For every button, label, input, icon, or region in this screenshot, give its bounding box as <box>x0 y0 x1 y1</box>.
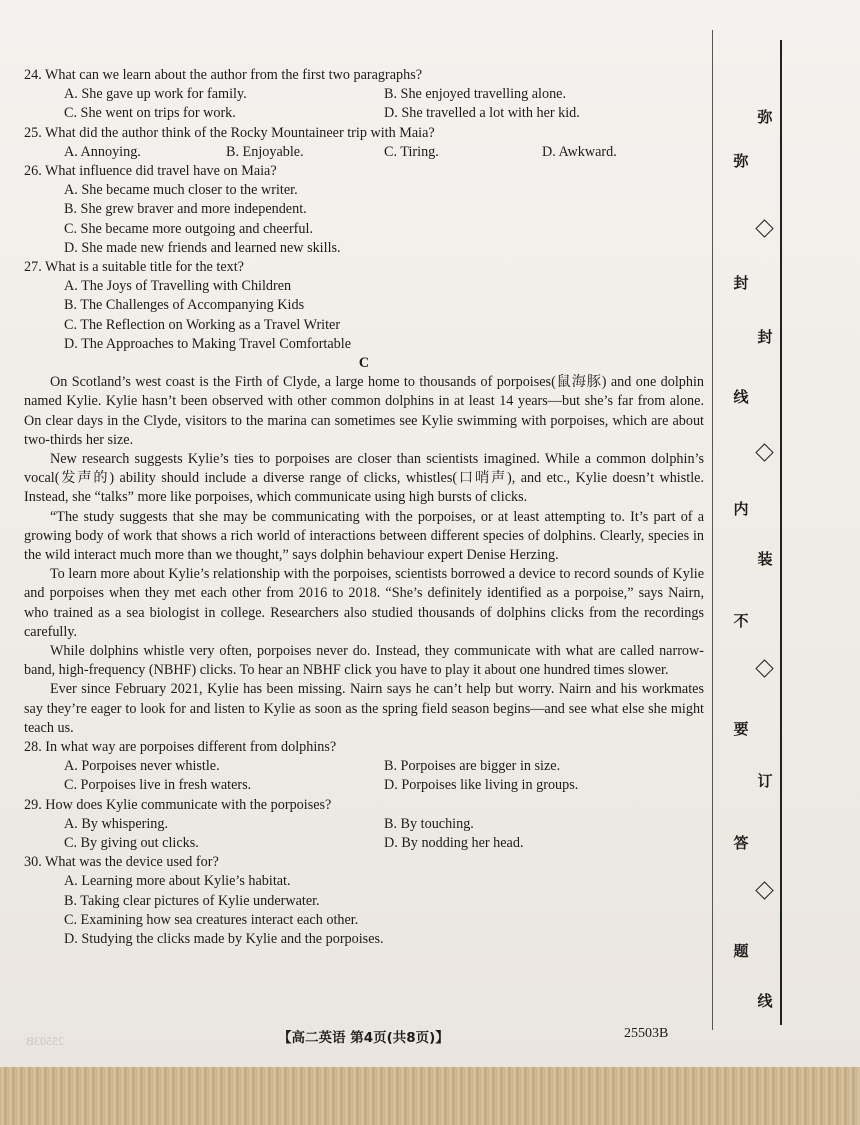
question-25-options <box>24 143 704 162</box>
passage-paragraph: To learn more about Kylie’s relationship with the porpoises, scientists borrowed a device to record sounds of Kylie and porpoises when they met each other from 2016 to 2018. “She’s definitely identified as a porpoise,” says Nairn, who trained as a sea biologist in college. Researchers also studied thousands of dolphins clicks from the recordings carefully. <box>24 566 704 640</box>
question-24-options-row2 <box>24 104 704 123</box>
page-label: 【高二英语 第4页(共8页)】 <box>278 1030 449 1046</box>
passage-paragraph: Ever since February 2021, Kylie has been missing. Nairn says he can’t help but worry. Nairn and his workmates say they’re eager to look for and listen to Kylie as soon as the spring field season begins—and see what else she might teach us. <box>24 681 704 736</box>
seal-char: 订 <box>757 772 773 790</box>
q25-option-a: A. Annoying. <box>64 143 141 160</box>
q27-option-d: D. The Approaches to Making Travel Comfortable <box>64 335 351 352</box>
q24-option-b: B. She enjoyed travelling alone. <box>384 86 567 103</box>
question-27-stem: 27. What is a suitable title for the text? <box>24 258 244 275</box>
q27-option-a: A. The Joys of Travelling with Children <box>64 278 292 295</box>
q29-option-a: A. By whispering. <box>64 815 169 832</box>
bleed-through-code: 25503B <box>26 1034 65 1048</box>
q28-option-d: D. Porpoises like living in groups. <box>384 777 579 794</box>
binding-seal-line <box>780 40 782 1025</box>
q30-option-a: A. Learning more about Kylie’s habitat. <box>64 873 291 890</box>
passage-paragraph: On Scotland’s west coast is the Firth of Clyde, a large home to thousands of porpoises(鼠海豚) and one dolphin named Kylie. Kylie hasn’t been observed with other common dolphins in at least 14 years—but she’s far from alone. On clear days in the Clyde, visitors to the marina can sometimes see Kylie swimming with porpoises, which are about two-thirds her size. <box>24 374 704 448</box>
q30-option-d: D. Studying the clicks made by Kylie and the porpoises. <box>64 931 384 948</box>
q26-option-c: C. She became more outgoing and cheerful. <box>64 220 313 237</box>
q29-option-d: D. By nodding her head. <box>384 835 524 852</box>
question-29-stem: 29. How does Kylie communicate with the porpoises? <box>24 796 332 813</box>
q25-option-d: D. Awkward. <box>542 143 617 160</box>
q27-option-b: B. The Challenges of Accompanying Kids <box>64 297 305 314</box>
q30-option-c: C. Examining how sea creatures interact each other. <box>64 911 359 928</box>
seal-char: 线 <box>757 992 773 1010</box>
section-c-heading: C <box>358 355 370 371</box>
seal-char: 装 <box>757 550 773 568</box>
question-29-options-row1 <box>24 815 704 834</box>
seal-char: 封 <box>757 328 773 346</box>
table-edge <box>0 1067 860 1125</box>
q26-option-b: B. She grew braver and more independent. <box>64 201 307 218</box>
question-25-stem: 25. What did the author think of the Rocky Mountaineer trip with Maia? <box>24 124 435 141</box>
q29-option-b: B. By touching. <box>384 815 474 832</box>
seal-char: 线 <box>733 388 749 406</box>
q30-option-b: B. Taking clear pictures of Kylie underwater. <box>64 892 320 909</box>
q26-option-a: A. She became much closer to the writer. <box>64 182 298 199</box>
q24-option-a: A. She gave up work for family. <box>64 86 247 103</box>
question-28-stem: 28. In what way are porpoises different from dolphins? <box>24 739 337 756</box>
passage-paragraph: While dolphins whistle very often, porpoises never do. Instead, they communicate with what are called narrow-band, high-frequency (NBHF) clicks. To hear an NBHF click you have to play it about one hundred times slower. <box>24 643 704 679</box>
question-24-options-row1 <box>24 85 704 104</box>
question-29-options-row2 <box>24 834 704 853</box>
page-footer <box>24 1026 704 1046</box>
seal-char: 题 <box>733 942 749 960</box>
seal-char: 不 <box>733 612 749 630</box>
q24-option-c: C. She went on trips for work. <box>64 105 236 122</box>
seal-char: 弥 <box>757 108 773 126</box>
q26-option-d: D. She made new friends and learned new skills. <box>64 239 341 256</box>
q25-option-b: B. Enjoyable. <box>226 143 304 160</box>
question-28-options-row1 <box>24 757 704 776</box>
paper-code: 25503B <box>624 1026 669 1041</box>
binding-guide-line <box>712 30 713 1030</box>
question-30-stem: 30. What was the device used for? <box>24 854 219 871</box>
passage-paragraph: New research suggests Kylie’s ties to porpoises are closer than scientists imagined. While a common dolphin’s vocal(发声的) ability should include a diverse range of clicks, whistles(口哨声), and etc., Kylie doesn’t whistle. Instead, she “talks” more like porpoises, which communicate using high bursts of clicks. <box>24 451 704 506</box>
seal-char: 弥 <box>733 152 749 170</box>
exam-content <box>24 66 704 949</box>
passage-paragraph: “The study suggests that she may be communicating with the porpoises, or at least attempting to. It’s part of a growing body of work that shows a rich world of interactions between different species of dolphins. Clearly, species in the wild interact much more than we thought,” says dolphin behaviour expert Denise Herzing. <box>24 508 704 564</box>
q27-option-c: C. The Reflection on Working as a Travel Writer <box>64 316 341 333</box>
q28-option-b: B. Porpoises are bigger in size. <box>384 758 561 775</box>
question-26-stem: 26. What influence did travel have on Maia? <box>24 162 277 179</box>
seal-char: 要 <box>733 720 749 738</box>
q29-option-c: C. By giving out clicks. <box>64 835 199 852</box>
q24-option-d: D. She travelled a lot with her kid. <box>384 105 580 122</box>
question-28-options-row2 <box>24 776 704 795</box>
q25-option-c: C. Tiring. <box>384 143 439 160</box>
q28-option-a: A. Porpoises never whistle. <box>64 758 220 775</box>
seal-char: 内 <box>733 500 749 518</box>
question-24-stem: 24. What can we learn about the author from the first two paragraphs? <box>24 67 423 83</box>
seal-char: 答 <box>733 834 749 852</box>
seal-char: 封 <box>733 274 749 292</box>
q28-option-c: C. Porpoises live in fresh waters. <box>64 777 252 794</box>
